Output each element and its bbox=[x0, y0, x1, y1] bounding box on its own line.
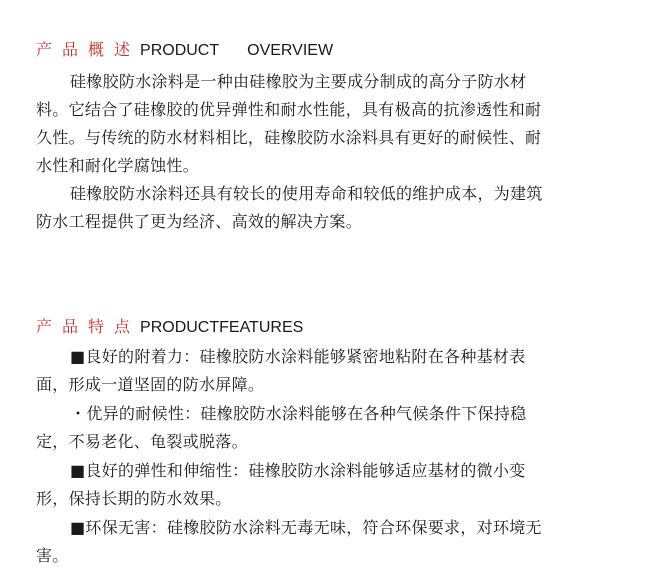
feature-title: 优异的耐候性： bbox=[86, 404, 201, 423]
overview-paragraph-2: 硅橡胶防水涂料还具有较长的使用寿命和较低的维护成本，为建筑防水工程提供了更为经济、高效的解决方案。 bbox=[36, 184, 543, 231]
features-heading-en: PRODUCTFEATURES bbox=[140, 319, 304, 336]
feature-item-adhesion bbox=[36, 343, 556, 399]
square-bullet-icon: ■ bbox=[70, 347, 86, 366]
feature-title: 良好的弹性和伸缩性： bbox=[85, 461, 249, 480]
overview-heading-en-2: OVERVIEW bbox=[247, 42, 334, 59]
feature-item-elasticity bbox=[36, 457, 556, 513]
overview-heading bbox=[36, 40, 556, 60]
overview-paragraph-1: 硅橡胶防水涂料是一种由硅橡胶为主要成分制成的高分子防水材料。它结合了硅橡胶的优异弹性和耐水性能，具有极高的抗渗透性和耐久性。与传统的防水材料相比，硅橡胶防水涂料具有更好的耐候性、耐水性和耐化学腐蚀性。 bbox=[36, 72, 542, 175]
features-list bbox=[36, 343, 556, 570]
feature-text: 硅橡胶防水涂料能够紧密地粘附在各种基材表面，形成一道坚固的防水屏障。 bbox=[36, 347, 526, 394]
feature-title: 良好的附着力： bbox=[85, 347, 200, 366]
features-heading bbox=[36, 317, 556, 337]
feature-item-eco-friendly bbox=[36, 514, 556, 570]
feature-title: 环保无害： bbox=[85, 518, 167, 537]
overview-section bbox=[36, 40, 556, 236]
overview-heading-en-1: PRODUCT bbox=[140, 42, 220, 59]
feature-text: 硅橡胶防水涂料能够在各种气候条件下保持稳定，不易老化、龟裂或脱落。 bbox=[36, 404, 527, 451]
feature-text: 硅橡胶防水涂料无毒无味，符合环保要求，对环境无害。 bbox=[36, 518, 542, 565]
overview-body bbox=[36, 68, 556, 236]
dot-bullet-icon: ・ bbox=[70, 404, 87, 423]
feature-text: 硅橡胶防水涂料能够适应基材的微小变形，保持长期的防水效果。 bbox=[36, 461, 526, 508]
overview-heading-cn: 产品概述 bbox=[36, 40, 141, 59]
square-bullet-icon: ■ bbox=[70, 461, 86, 480]
features-heading-cn: 产品特点 bbox=[36, 317, 141, 336]
features-section bbox=[36, 317, 556, 570]
feature-item-weather-resistance bbox=[36, 400, 556, 456]
square-bullet-icon: ■ bbox=[70, 518, 86, 537]
